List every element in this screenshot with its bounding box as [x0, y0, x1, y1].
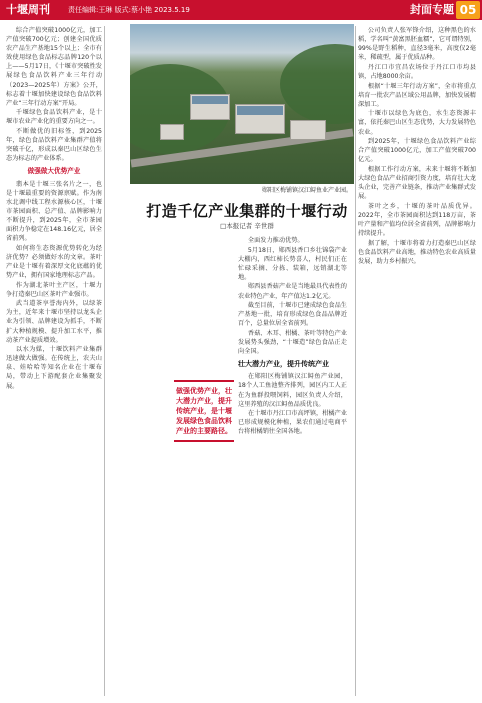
column-divider: [355, 26, 356, 696]
paragraph: 在十堰市丹江口市高坪镇，柑橘产业已形成规模化种植，果农们通过电商平台将柑橘销往全国各地。: [238, 410, 347, 436]
article-column-middle: [238, 236, 347, 696]
paragraph: 全面发力推动优势。: [247, 237, 304, 244]
quote-text: 做强优势产业，壮大潜力产业，提升传统产业，是十堰发展绿色食品饮料产业的主要路径。: [174, 380, 234, 442]
masthead: 十堰周刊: [3, 3, 53, 17]
byline: □本报记者 辛世群: [220, 222, 274, 230]
page-number: 05: [456, 1, 480, 19]
aerial-photo: [130, 24, 354, 184]
paragraph: 在郧阳区梅铺镇汉江鲟鱼产业园，18个人工鱼池整齐排列，园区内工人正在为鱼群投喂饲料，园区负责人介绍，这里养殖的汉江鲟鱼品质优良。: [238, 373, 347, 408]
paragraph: 根据“十堰三年行动方案”，全市将重点培育一批农产品区域公用品牌，加快发展精深加工。: [358, 82, 476, 108]
editor-meta: 责任编辑:王琳 版式:蔡小艳 2023.5.19: [68, 6, 190, 14]
subhead: 做强做大优势产业: [27, 167, 81, 176]
paragraph: 翡本是十堰三张名片之一，也是十堰最重要的资源禀赋。作为南水北调中线工程水源核心区，十堰市茶园面积、总产值、品牌影响力不断提升，到2025年，全市茶园面积力争稳定在148.16亿元，居全省前列。: [6, 180, 102, 243]
paragraph: 香菇、木耳、柑橘、茶叶等特色产业发展势头强劲，“十堰造”绿色食品正走向全国。: [238, 329, 347, 356]
paragraph: 不断做优的旧标签，到2025年，绿色食品饮料产业集群产值将突破千亿，形成以秦巴山区绿色生态为标志的产业体系。: [6, 128, 102, 163]
article-column-right: [358, 26, 476, 696]
paragraph: 据了解，十堰市将着力打造秦巴山区绿色食品饮料产业高地，推动特色农业高质量发展，助力乡村振兴。: [358, 239, 476, 265]
photo-caption: 郧阳区梅铺镇汉江鲟鱼业产业园。: [261, 187, 352, 194]
column-divider: [104, 26, 105, 696]
paragraph: 作为湖北茶叶主产区，十堰力争打造秦巴山区茶叶产业强市。: [6, 281, 102, 298]
paragraph: 武当道茶享誉海内外，以绿茶为主，近年来十堰市坚持以龙头企业为引领、品牌建设为抓手，不断扩大种植规模、提升加工水平，推动茶产业提质增效。: [6, 300, 102, 344]
paragraph: 茶叶之乡，十堰的茶叶品质优异。2022年，全市茶园面积达到118万亩，茶叶产量和产值均位居全省前列，品牌影响力持续提升。: [358, 202, 476, 238]
paragraph: 郧西县香菇产业是当地最具代表性的农业特色产业，年产值达1.2亿元。: [238, 283, 347, 300]
paragraph: 到2025年，十堰绿色食品饮料产业综合产值突破1000亿元，加工产值突破700亿元。: [358, 138, 476, 164]
pull-quote: [174, 380, 234, 445]
paragraph: 千堰绿色食品饮料产业，是十堰市农业产业化的重要方向之一。: [6, 109, 102, 126]
paragraph: 以水为媒，十堰饮料产业集群迅速做大做强。在传统上，农夫山泉、娃哈哈等知名企业在十堰布局，带动上下游配套企业集聚发展。: [6, 346, 102, 390]
section-title: 封面专题: [410, 3, 454, 16]
paragraph: 公司负责人张军锋介绍，这种黑色的水稻，学名叫“黄富黑胚血糯”，它可谓特别，99%是野生稻种，直径3毫米，高度仅2毫米，稀疏型，属于优质品种。: [358, 27, 476, 62]
subhead: 壮大潜力产业，提升传统产业: [238, 360, 329, 369]
paragraph: 5月18日，郧西县香口乡壮锦袋产业大棚内，西红柿长势喜人，村民们正在忙碌采摘、分拣、装箱，远销湖北等地。: [238, 246, 347, 281]
paragraph: 综合产值突破1000亿元，加工产值突破700亿元；创建全国优质农产品生产基地15个以上；全市有效使用绿色食品标志品牌120个以上——5月17日，《十堰市突破性发展绿色食品饮料产业三年行动（2023—2025年）方案》公开，标志着十堰加快建设绿色食品饮料产业“三年行动方案”开局。: [6, 27, 102, 107]
paragraph: 根据工作行动方案，未来十堰将不断加大绿色食品产业招商引资力度，培育壮大龙头企业，完善产业链条，推动产业集群式发展。: [358, 165, 476, 201]
paragraph: 截至目前，十堰市已建成绿色食品生产基地一批，培育形成绿色食品品牌近百个，总量位居全省前列。: [238, 302, 347, 328]
paragraph: 丹江口市宜昌农场位于丹江口市均县镇，占地8000余亩。: [358, 63, 476, 80]
paragraph: 如何将生态资源优势转化为经济优势？必须做好水的文章。茶叶产业是十堰有着深厚文化底蕴的优势产业，拥有国家地理标志产品。: [6, 244, 102, 279]
headline: 打造千亿产业集群的十堰行动: [146, 202, 348, 220]
paragraph: 十堰市以绿色为底色，水生态资源丰富，依托秦巴山区生态优势，大力发展特色农业。: [358, 110, 476, 136]
article-column-left: [6, 26, 102, 696]
